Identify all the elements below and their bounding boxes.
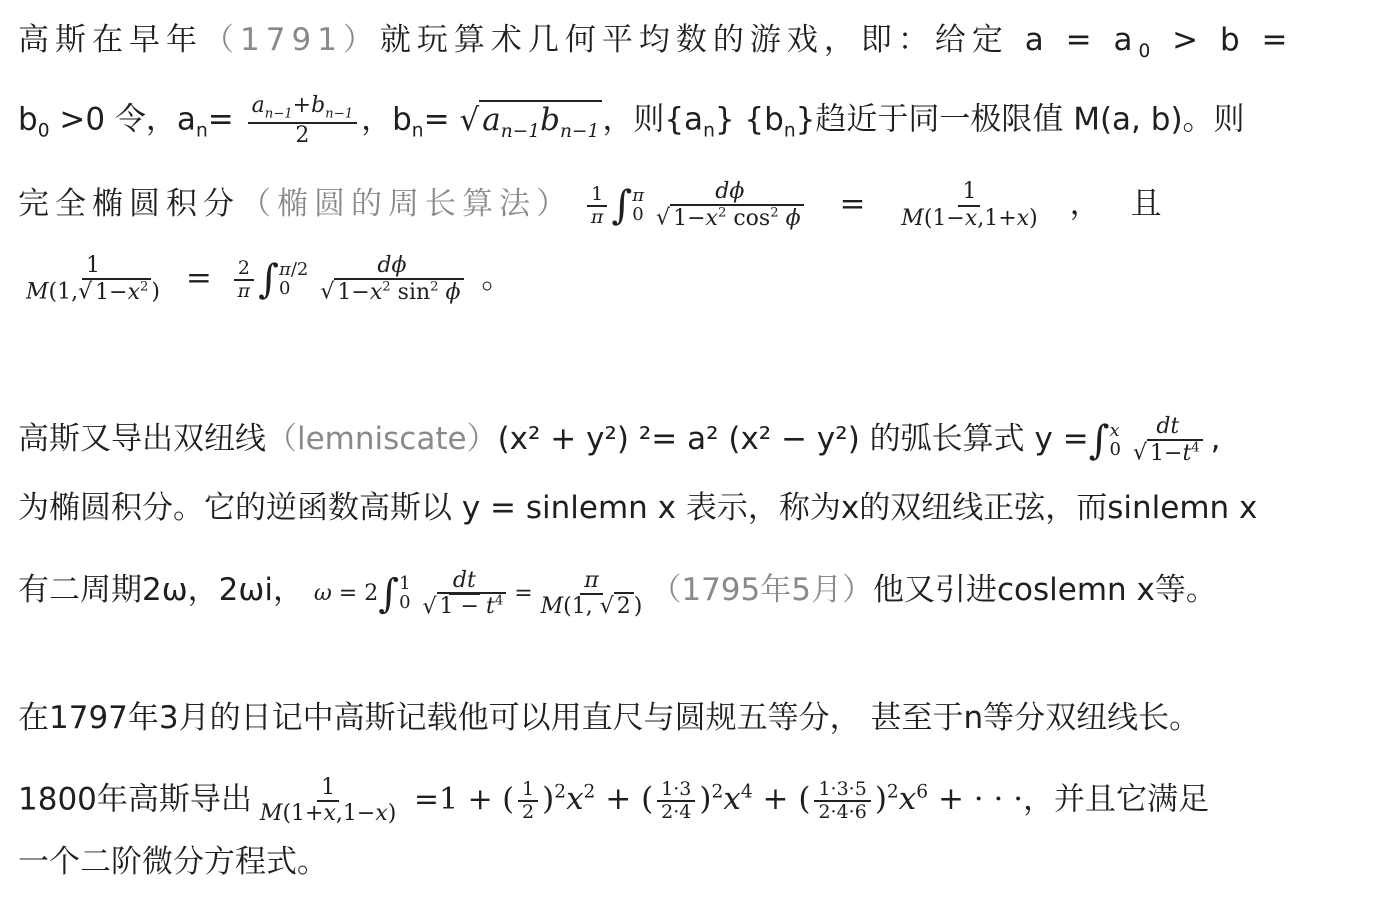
p3-line-2 — [18, 764, 1209, 829]
p1-paren: （椭圆的周长算法） — [240, 186, 573, 222]
formula-series: $\frac{1}{M(1+x,1-x)}$ =1 + ( $\frac{1}{2}$ )$^2x^2$ + ( $\frac{1\cdot 3}{2\cdot 4}$ )$^2x^4$ + ( $\frac{1\cdot 3\cdot 5}{2\cdot 4\cdot 6}$ )$^2x^6$ + · · · — [259, 774, 1024, 826]
p1-line-2: $b_0 >0$ 令，$a_n=$ $\frac{a_{n-1}+b_{n-1}}{2}$ ，$b_n= √a_{n-1}b_{n-1}$，则$\{a_n\}$ $\{b_n\}$趋近于同一极限值 M(a, b)。则 — [18, 93, 1245, 148]
formula-lemniscate-arc: ∫ x 0 $\frac{dt}{√ 1-t^4}$ — [1089, 421, 1211, 457]
p1-text: 高斯在早年 — [18, 22, 203, 58]
p1-text: ，且 — [1069, 186, 1192, 222]
p2-text: 高斯又导出双纽线 — [18, 421, 266, 457]
p1-text: ，则{a — [602, 101, 704, 138]
formula-an: $\frac{a_{n-1}+b_{n-1}}{2}$ — [248, 94, 358, 148]
p3-line-3: 一个二阶微分方程式。 — [18, 844, 328, 880]
p2-date: （1795年5月） — [650, 572, 873, 608]
p1-text: > b = — [1156, 22, 1294, 58]
p3-text: 1800年高斯导出 — [18, 781, 252, 818]
formula-reciprocal-M: $\frac{1}{M(1,√ 1-x^2 )}$ = $\frac{2}{\pi}$ ∫ π/2 0 $\frac{d\phi}{√ 1-x^2 \sin^2 \phi}$ — [18, 260, 481, 296]
p1-text: }趋近于同一极限值 M(a, b)。则 — [795, 101, 1245, 138]
p2-text: 有二周期2ω，2ωi， — [18, 572, 304, 608]
p3-text: ，并且它满足 — [1023, 781, 1210, 818]
p1-line-4: $\frac{1}{M(1,√ 1-x^2 )}$ = $\frac{2}{\pi}$ ∫ π/2 0 $\frac{d\phi}{√ 1-x^2 \sin^2 \phi}$ 。 — [18, 248, 512, 310]
p1-text: } {b — [714, 101, 784, 138]
p2-line-2: 为椭圆积分。它的逆函数高斯以 y = sinlemn x 表示，称为x的双纽线正弦，而sinlemn x — [18, 490, 1258, 526]
p1-text: 就玩算术几何平均数的游戏，即：给定 a = a — [379, 22, 1139, 58]
p1-line-3 — [18, 176, 1192, 234]
p2-text: 他又引进coslemn x等。 — [872, 572, 1217, 608]
p1-year: （1791） — [203, 22, 380, 58]
p2-text: (x² + y²) ²= a² (x² − y²) 的弧长算式 y = — [497, 421, 1089, 457]
formula-omega: ω = 2∫ 1 0 $\frac{dt}{√ 1 - t^4}$ = $\frac{\pi}{M(1, √ 2 )}$ — [313, 567, 643, 620]
p2-line-3 — [18, 560, 1217, 624]
p2-term: （lemniscate） — [266, 421, 498, 457]
p2-line-1: 高斯又导出双纽线（lemniscate）(x² + y²) ²= a² (x² − y²) 的弧长算式 y =∫ x 0 $\frac{dt}{√ 1-t^4}$ , — [18, 414, 1221, 466]
formula-bn: $√a_{n-1}b_{n-1}$ — [459, 102, 602, 138]
p1-text: 完全椭圆积分 — [18, 186, 240, 222]
p1-text: >0 令，a — [49, 101, 196, 138]
formula-elliptic-integral: $\frac{1}{\pi}$ ∫ π 0 $\frac{d\phi}{√ 1-x^2 \cos^2 \phi}$ = $\frac{1}{M(1-x,1+x)}$ — [583, 186, 1056, 222]
p3-line-1: 在1797年3月的日记中高斯记载他可以用直尺与圆规五等分， 甚至于n等分双纽线长。 — [18, 700, 1201, 736]
p1-text: ，b — [361, 101, 412, 138]
p1-line-1: 高斯在早年（1791）就玩算术几何平均数的游戏，即：给定 $a = a_0 > b$ = — [18, 22, 1294, 63]
